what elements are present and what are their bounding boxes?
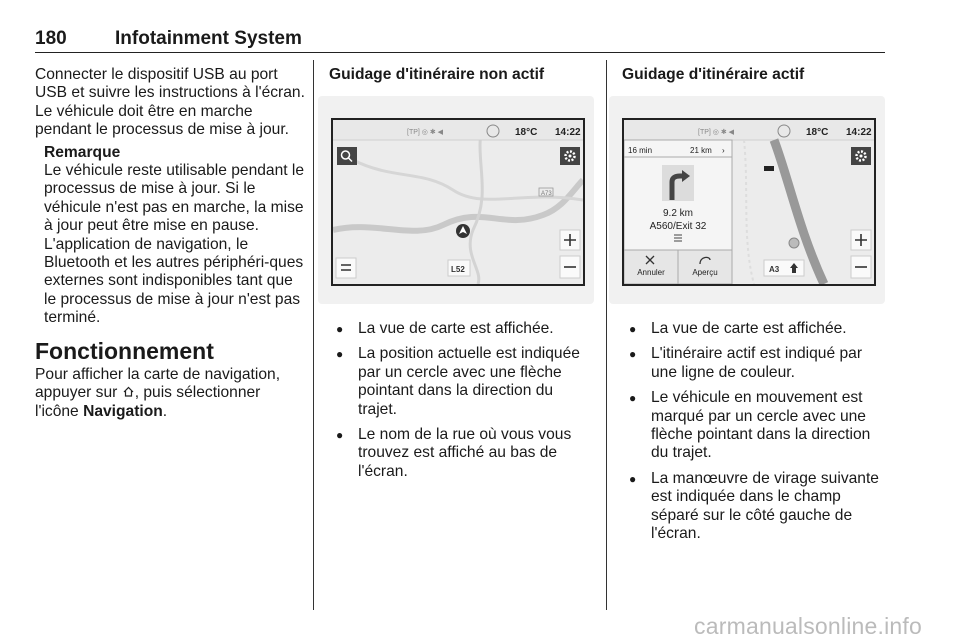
column-divider [313,60,314,610]
list-item: ● L'itinéraire actif est indiqué par une ligne de couleur. [626,345,888,382]
cancel-label: Annuler [637,268,665,277]
zoom-out-button[interactable] [851,256,871,278]
zoom-in-button[interactable] [851,230,871,250]
section-title: Infotainment System [115,28,302,49]
screenshot-active [609,96,885,304]
cancel-button[interactable] [624,250,678,284]
note-title: Remarque [44,143,121,161]
home-icon [122,385,135,398]
zoom-in-button[interactable] [560,230,580,250]
clock: 14:22 [555,127,581,138]
section-heading: Fonctionnement [35,337,214,364]
middle-title: Guidage d'itinéraire non actif [329,66,545,83]
preview-button[interactable] [678,250,732,284]
note-text: Le véhicule reste utilisable pendant le processus de mise à jour. Si le véhicule n'est pas en marche, la mise à jour peut être mise en pause. L'application de navigation, le Bluetooth et les autres périphéri-ques externes sont indisponibles tant que le processus de mise à jour n'est pas terminé. [44,162,305,327]
list-item: ● La vue de carte est affichée. [333,320,595,338]
temperature: 18°C [515,127,538,138]
list-item: ● La vue de carte est affichée. [626,320,888,338]
map-view [333,120,583,284]
trip-distance: 21 km [690,146,712,155]
maneuver-road: A560/Exit 32 [649,221,707,232]
svg-text:›: › [722,146,725,155]
preview-label: Aperçu [692,268,718,277]
maneuver-distance: 9.2 km [662,208,694,219]
column-divider [606,60,607,610]
map-screen [331,118,585,286]
page-header [35,26,885,53]
list-item: ● La manœuvre de virage suivante est indiquée dans le champ séparé sur le côté gauche de l'écran. [626,470,888,544]
update-paragraph: Connecter le dispositif USB au port USB et suivre les instructions à l'écran. Le véhicule doit être en marche pendant le processus de mise à jour. [35,66,305,139]
temperature: 18°C [806,127,829,138]
page-number: 180 [35,28,67,49]
menu-button[interactable] [336,258,356,278]
settings-button[interactable] [851,147,871,165]
svg-text:[TP] ◎ ✱ ◀: [TP] ◎ ✱ ◀ [407,129,444,136]
left-column [35,66,305,421]
clock: 14:22 [846,127,872,138]
list-item: ● La position actuelle est indiquée par un cercle avec une flèche pointant dans la direction du trajet. [333,345,595,419]
list-item: ● Le nom de la rue où vous vous trouvez est affiché au bas de l'écran. [333,426,595,481]
right-title: Guidage d'itinéraire actif [622,66,805,83]
position-marker [456,224,470,238]
search-button[interactable] [337,147,357,165]
map-screen [622,118,876,286]
guidance-panel [624,140,732,284]
settings-button[interactable] [560,147,580,165]
street-name: L52 [451,265,465,274]
trip-duration: 16 min [628,146,653,155]
right-bullets [626,320,888,550]
svg-text:[TP] ◎ ✱ ◀: [TP] ◎ ✱ ◀ [698,129,735,136]
note-box [35,144,305,328]
list-item: ● Le véhicule en mouvement est marqué par un cercle avec une flèche pointant dans la direction du trajet. [626,389,888,463]
screenshot-inactive [318,96,594,304]
turn-right-icon [662,165,694,201]
middle-bullets [333,320,595,488]
zoom-out-button[interactable] [560,256,580,278]
road-tag: A73 [541,191,552,197]
watermark: carmanualsonline.info [694,613,922,639]
map-view [624,120,874,284]
operation-paragraph: Pour afficher la carte de navigation, appuyer sur , puis sélectionner l'icône Navigation. [35,365,281,420]
street-name: A3 [769,265,780,274]
